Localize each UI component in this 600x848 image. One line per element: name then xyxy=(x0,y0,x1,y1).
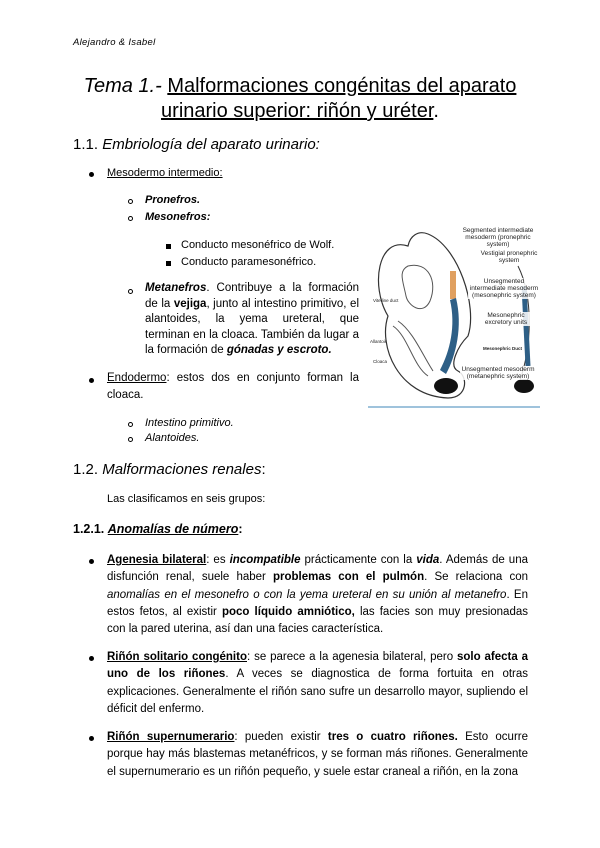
bullet-icon xyxy=(89,378,94,383)
emphasized-text: tres o cuatro riñones. xyxy=(327,731,458,743)
figure-label: Segmented intermediate mesoderm (pronephric system) xyxy=(456,227,540,248)
section-number: 1.1. xyxy=(73,136,99,153)
title-prefix: Tema 1.- xyxy=(83,75,162,97)
emphasized-text: Endodermo xyxy=(107,372,167,384)
section-colon: : xyxy=(261,461,266,478)
title-main: Malformaciones congénitas del aparato urinario superior: riñón y uréter xyxy=(161,75,517,122)
circle-bullet-icon xyxy=(128,437,133,442)
sub-item-wolf: Conducto mesonéfrico de Wolf. xyxy=(181,239,335,251)
section-intro: Las clasificamos en seis grupos: xyxy=(107,493,266,505)
sub-item-paramesonefrico: Conducto paramesonéfrico. xyxy=(181,256,317,268)
text-run: . Contribuye a la formación de la xyxy=(145,282,359,310)
figure-label: Allantois xyxy=(370,339,388,344)
section-heading-1-1 xyxy=(73,136,320,153)
section-colon: : xyxy=(238,522,243,536)
section-heading-1-2-1 xyxy=(73,522,243,536)
endodermo-paragraph xyxy=(107,370,359,405)
embryo-figure xyxy=(368,226,540,408)
text-run: . En estos fetos, al existir xyxy=(107,588,528,618)
emphasized-text: problemas con el pulmón xyxy=(273,571,425,584)
bullet-rinon-supernumerario xyxy=(107,729,528,781)
circle-bullet-icon xyxy=(128,216,133,221)
text-run: . Se relaciona con xyxy=(424,571,528,584)
bullet-icon xyxy=(89,656,94,661)
circle-bullet-icon xyxy=(128,289,133,294)
text-run: : pueden existir xyxy=(234,731,328,743)
circle-bullet-icon xyxy=(128,199,133,204)
text-run: . Además de una disfunción renal, suele haber xyxy=(107,554,528,584)
emphasized-text: Metanefros xyxy=(145,282,207,294)
figure-label: Vestigial pronephric system xyxy=(480,250,538,264)
emphasized-text: vida xyxy=(416,554,440,566)
text-run: : es xyxy=(206,554,230,566)
emphasized-text: solo afecta a uno de los riñones xyxy=(107,651,529,681)
square-bullet-icon xyxy=(166,244,171,249)
section-title: Embriología del aparato urinario: xyxy=(102,136,320,153)
figure-label: Unsegmented mesoderm (metanephric system) xyxy=(461,366,535,380)
text-run: . A veces se diagnostica de forma fortuita en otras explicaciones. Generalmente el riñón sano sufre un desarrollo mayor, supliendo el déficit del enfermo. xyxy=(107,668,529,715)
mesodermo-label: Mesodermo intermedio: xyxy=(107,167,223,179)
emphasized-text: Riñón supernumerario xyxy=(107,731,235,743)
section-number: 1.2.1. xyxy=(73,522,105,536)
title-end: . xyxy=(433,100,439,122)
figure-label: Cloaca xyxy=(373,359,388,364)
bullet-icon xyxy=(89,736,94,741)
section-heading-1-2 xyxy=(73,461,266,478)
emphasized-text: gónadas y escroto. xyxy=(226,344,332,356)
emphasized-text: anomalías en el mesonefro o con la yema ureteral en su unión al metanefro xyxy=(107,588,507,601)
figure-label: Vitelline duct xyxy=(373,298,399,303)
section-title: Malformaciones renales xyxy=(102,461,262,478)
page-header-author: Alejandro & Isabel xyxy=(73,37,156,48)
text-run: las facies son muy presionadas con la pared uterina, así dan una facies característica. xyxy=(107,605,528,636)
emphasized-text: Agenesia bilateral xyxy=(107,554,207,566)
square-bullet-icon xyxy=(166,261,171,266)
list-item-intestino: Intestino primitivo. xyxy=(145,417,234,429)
document-title xyxy=(60,74,540,124)
bullet-icon xyxy=(89,559,94,564)
emphasized-text: poco líquido amniótico, xyxy=(221,605,355,618)
list-item-alantoides: Alantoides. xyxy=(145,432,200,444)
emphasized-text: vejiga xyxy=(173,297,207,310)
text-run: , junto al intestino primitivo, el alantoides, la yema ureteral, que terminan en la cloaca. También da lugar a la formación de xyxy=(145,297,359,356)
bullet-agenesia-bilateral xyxy=(107,552,528,638)
circle-bullet-icon xyxy=(128,422,133,427)
text-run: : se parece a la agenesia bilateral, pero xyxy=(247,651,457,663)
figure-label: Mesonephric Duct xyxy=(483,346,523,351)
figure-label: Unsegmented intermediate mesoderm (mesonephric system) xyxy=(469,278,539,299)
bullet-icon xyxy=(89,172,94,177)
section-number: 1.2. xyxy=(73,461,99,478)
list-item-mesonefros: Mesonefros: xyxy=(145,211,211,223)
emphasized-text: incompatible xyxy=(229,554,301,566)
text-run: Esto ocurre porque hay más blastemas metanéfricos, y se forman más riñones. Generalmente el supernumerario es un riñón pequeño, y suele estar craneal a riñón, en la zona xyxy=(107,731,528,778)
text-run: prácticamente con la xyxy=(300,554,417,566)
list-item-pronefros: Pronefros. xyxy=(145,194,201,206)
emphasized-text: Riñón solitario congénito xyxy=(107,651,247,663)
text-run: : estos dos en conjunto forman la cloaca. xyxy=(107,372,359,402)
section-title: Anomalías de número xyxy=(107,522,239,536)
bullet-rinon-solitario xyxy=(107,649,528,718)
figure-label: Mesonephric excretory units xyxy=(476,312,536,326)
metanefros-paragraph xyxy=(145,281,359,359)
